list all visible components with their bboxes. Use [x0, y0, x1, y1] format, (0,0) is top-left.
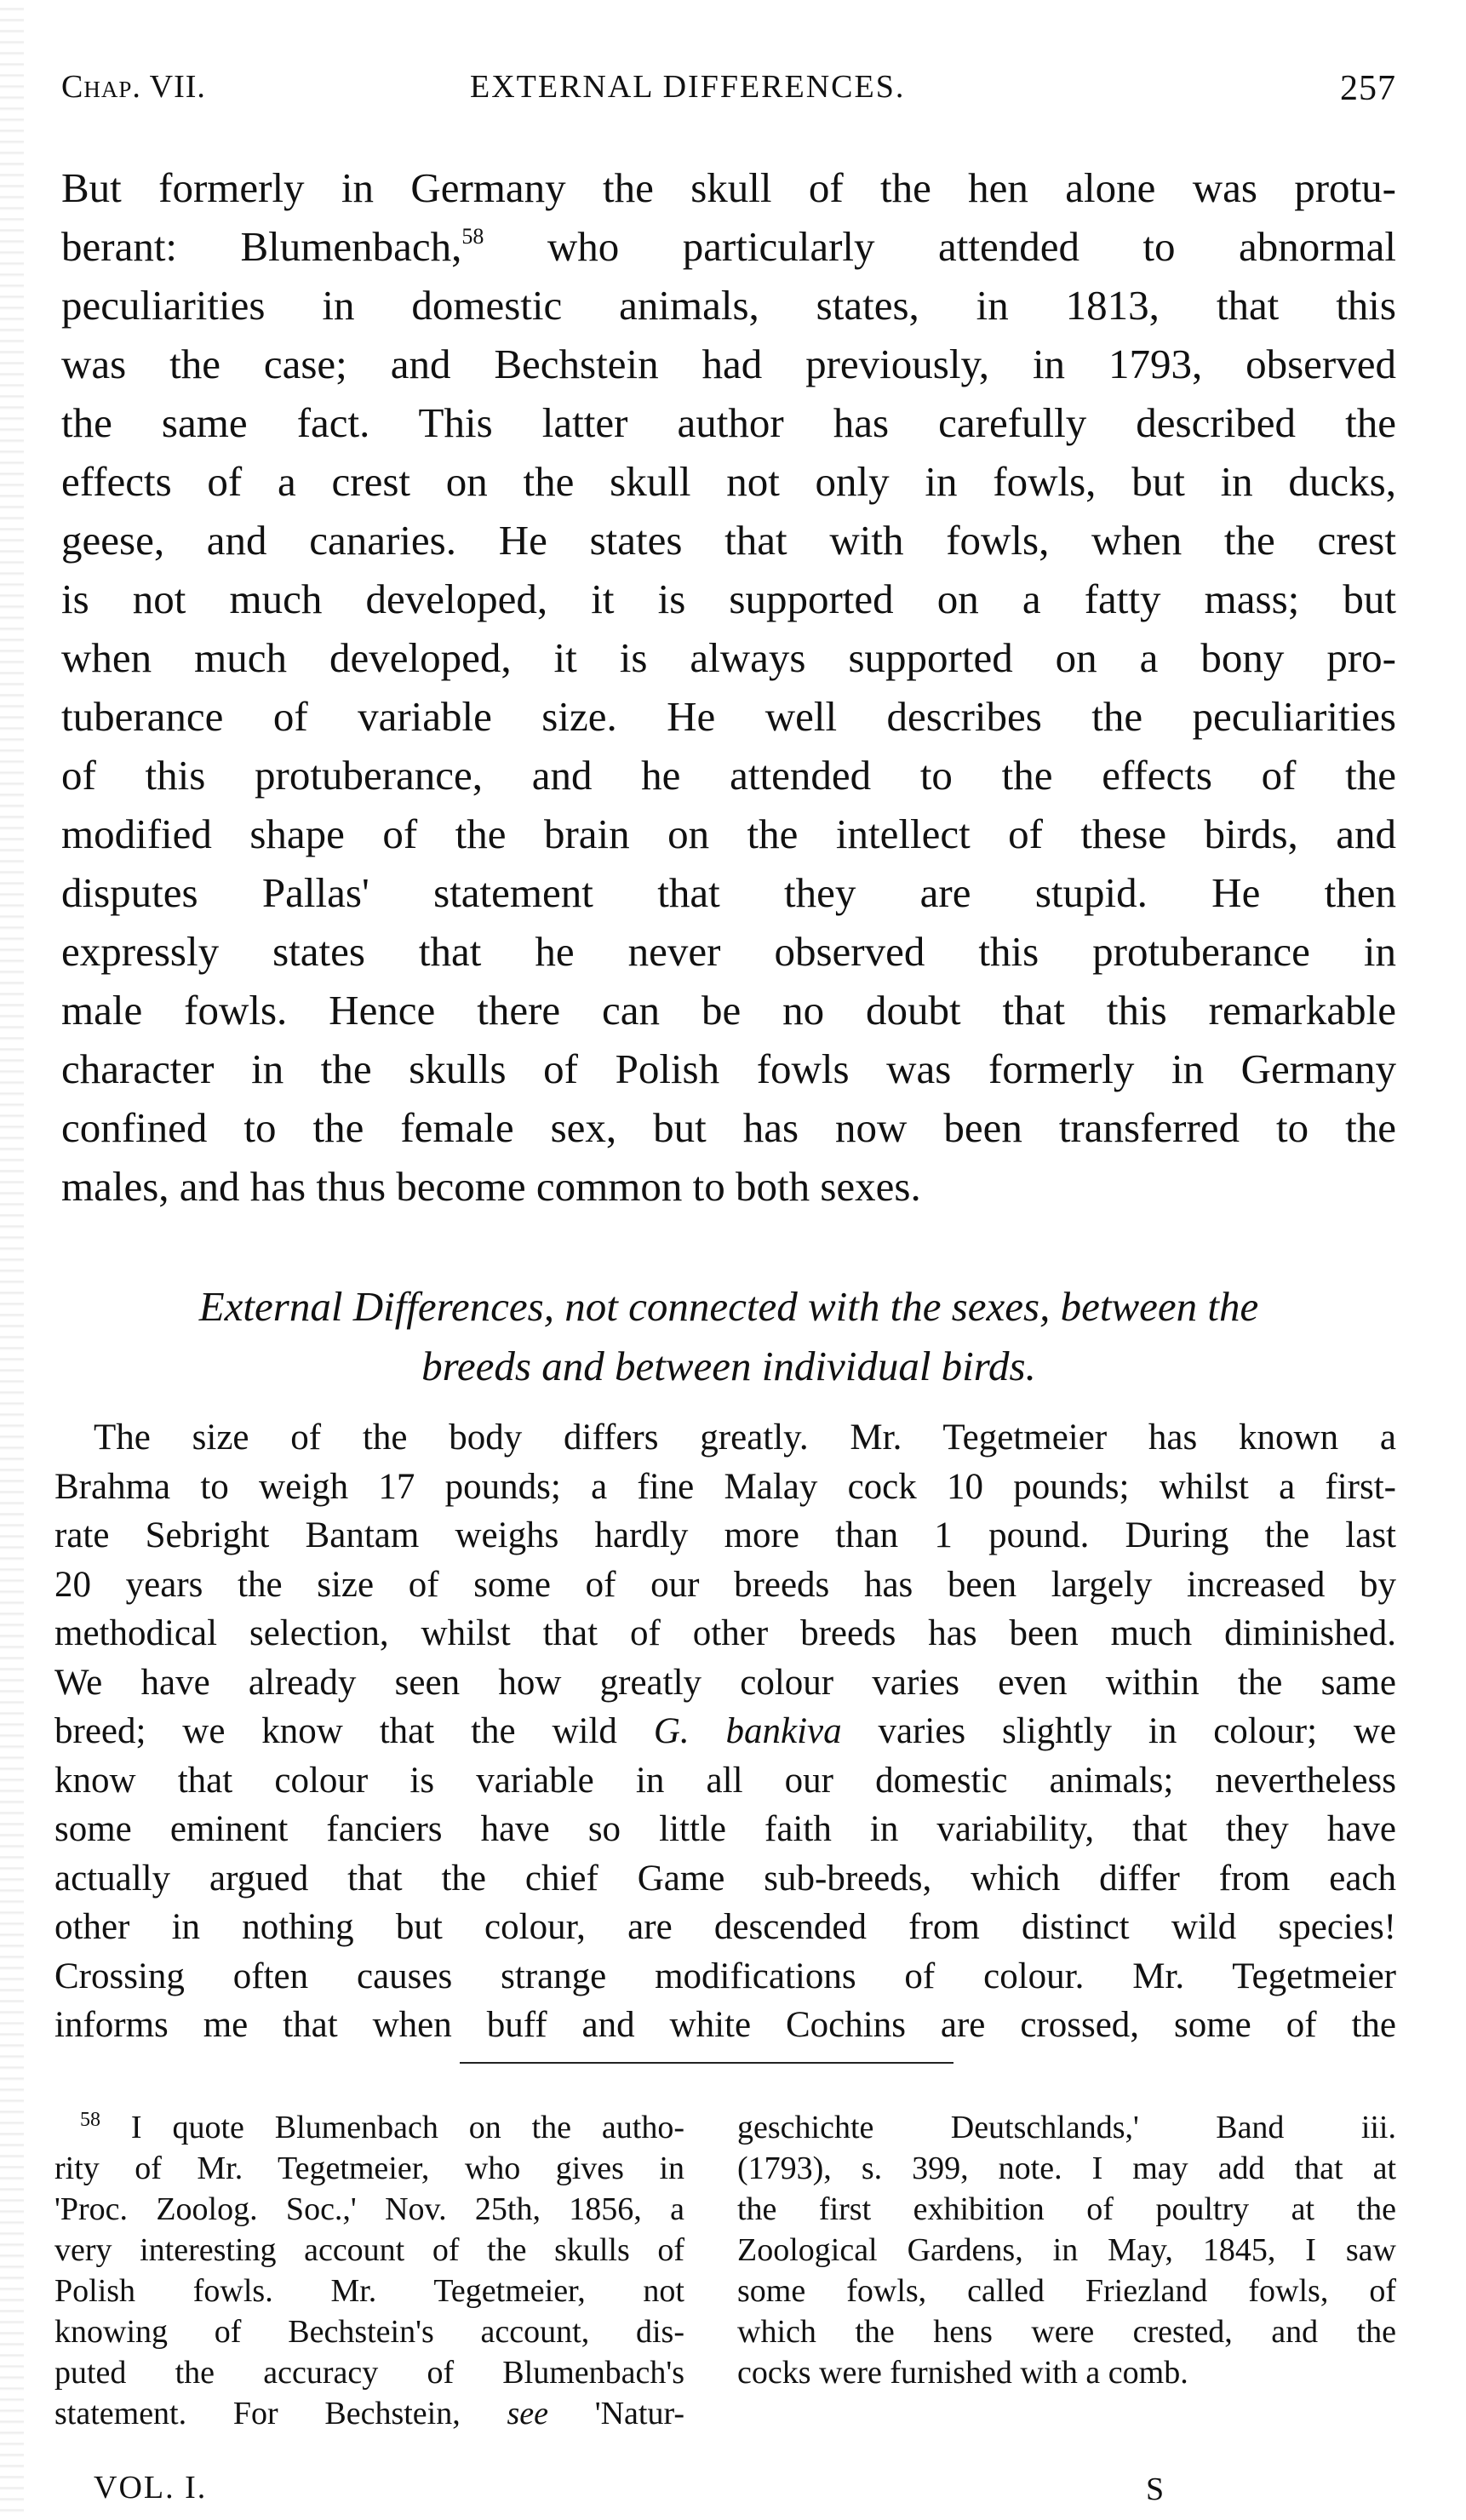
small-line: The size of the body differs greatly. Mr. Tegetmeier has known a: [94, 1418, 1396, 1458]
body-line: male fowls. Hence there can be no doubt that this remarkable: [61, 987, 1396, 1034]
footnote-italic: see: [507, 2396, 548, 2431]
footnote-line: 'Proc. Zoolog. Soc.,' Nov. 25th, 1856, a: [54, 2191, 684, 2227]
small-line: We have already seen how greatly colour varies even within the same: [54, 1662, 1396, 1703]
body-line: modified shape of the brain on the intellect of these birds, and: [61, 810, 1396, 857]
small-line: know that colour is variable in all our domestic animals; nevertheless: [54, 1760, 1396, 1801]
small-line: methodical selection, whilst that of other breeds has been much diminished.: [54, 1613, 1396, 1653]
body-line: the same fact. This latter author has carefully described the: [61, 399, 1396, 446]
body-line: character in the skulls of Polish fowls was formerly in Germany: [61, 1045, 1396, 1092]
footnote-line: cocks were furnished with a comb.: [737, 2355, 1188, 2391]
small-line: actually argued that the chief Game sub-breeds, which differ from each: [54, 1858, 1396, 1899]
body-line-start: berant: Blumenbach,: [61, 223, 462, 270]
footnote-line: (1793), s. 399, note. I may add that at: [737, 2151, 1396, 2186]
small-line: informs me that when buff and white Cochins are crossed, some of the: [54, 2005, 1396, 2045]
running-head: [61, 68, 1396, 111]
small-line-rest: varies slightly in colour; we: [841, 1711, 1397, 1751]
body-line: expressly states that he never observed this protuberance in: [61, 928, 1396, 975]
body-line: But formerly in Germany the skull of the hen alone was protu-: [61, 164, 1396, 211]
body-line: geese, and canaries. He states that with fowls, when the crest: [61, 517, 1396, 564]
footnote-line: Polish fowls. Mr. Tegetmeier, not: [54, 2273, 684, 2309]
footnote-text: statement. For Bechstein,: [54, 2396, 461, 2431]
footnote-number: 58: [80, 2109, 100, 2131]
binding-edge-shadow: [0, 0, 24, 2520]
body-line: confined to the female sex, but has now been transferred to the: [61, 1104, 1396, 1151]
body-line: is not much developed, it is supported on a fatty mass; but: [61, 576, 1396, 622]
chapter-label: Chap. VII.: [61, 69, 206, 105]
footnote-column-left: [54, 2107, 684, 2434]
small-line-start: breed; we know that the wild: [54, 1711, 617, 1751]
footnote-line: [54, 2107, 684, 2148]
body-line: disputes Pallas' statement that they are stupid. He then: [61, 869, 1396, 916]
footnote-column-right: [737, 2107, 1396, 2393]
body-line: peculiarities in domestic animals, states, in 1813, that this: [61, 282, 1396, 329]
footnote-reference[interactable]: 58: [461, 224, 484, 249]
main-paragraph: [61, 158, 1396, 1216]
footnote-line: [54, 2393, 684, 2434]
small-line: rate Sebright Bantam weighs hardly more than 1 pound. During the last: [54, 1515, 1396, 1555]
footnote-line: some fowls, called Friezland fowls, of: [737, 2273, 1396, 2309]
footnote-line: knowing of Bechstein's account, dis-: [54, 2314, 684, 2350]
small-print-paragraph: [54, 1413, 1396, 2050]
footnote-text: 'Natur-: [548, 2396, 684, 2431]
small-line: some eminent fanciers have so little faith in variability, that they have: [54, 1809, 1396, 1849]
body-line: when much developed, it is always supported on a bony pro-: [61, 634, 1396, 681]
volume-signature: VOL. I.: [94, 2470, 208, 2506]
body-line: was the case; and Bechstein had previously, in 1793, observed: [61, 341, 1396, 387]
footnote-line: rity of Mr. Tegetmeier, who gives in: [54, 2151, 684, 2186]
section-heading-line: External Differences, not connected with the sexes, between the: [198, 1283, 1259, 1330]
small-line: [54, 1707, 1396, 1756]
footnote-text: I quote Blumenbach on the autho-: [130, 2110, 685, 2145]
body-line: tuberance of variable size. He well describes the peculiarities: [61, 693, 1396, 740]
section-heading-line: breeds and between individual birds.: [421, 1343, 1036, 1389]
footnote-line: which the hens were crested, and the: [737, 2314, 1396, 2350]
footnote-line: geschichte Deutschlands,' Band iii.: [737, 2110, 1396, 2145]
page-number: 257: [1340, 69, 1396, 108]
small-line: 20 years the size of some of our breeds has been largely increased by: [54, 1564, 1396, 1605]
species-name: G. bankiva: [653, 1711, 842, 1751]
footnote-line: the first exhibition of poultry at the: [737, 2191, 1396, 2227]
footnote-line: very interesting account of the skulls of: [54, 2232, 684, 2268]
small-line: other in nothing but colour, are descended from distinct wild species!: [54, 1907, 1396, 1947]
signature-letter: S: [1146, 2471, 1165, 2507]
section-heading: [61, 1277, 1396, 1396]
small-line: Brahma to weigh 17 pounds; a fine Malay cock 10 pounds; whilst a first-: [54, 1466, 1396, 1507]
small-line: Crossing often causes strange modifications of colour. Mr. Tegetmeier: [54, 1956, 1396, 1996]
footnote-line: puted the accuracy of Blumenbach's: [54, 2355, 684, 2391]
body-line-rest: who particularly attended to abnormal: [484, 223, 1396, 270]
body-line: [61, 217, 1396, 276]
body-line: males, and has thus become common to both sexes.: [61, 1163, 921, 1210]
running-title: EXTERNAL DIFFERENCES.: [470, 69, 906, 105]
body-line: of this protuberance, and he attended to the effects of the: [61, 752, 1396, 799]
footnote-rule: [460, 2062, 953, 2064]
body-line: effects of a crest on the skull not only in fowls, but in ducks,: [61, 458, 1396, 505]
footnote-line: Zoological Gardens, in May, 1845, I saw: [737, 2232, 1396, 2268]
